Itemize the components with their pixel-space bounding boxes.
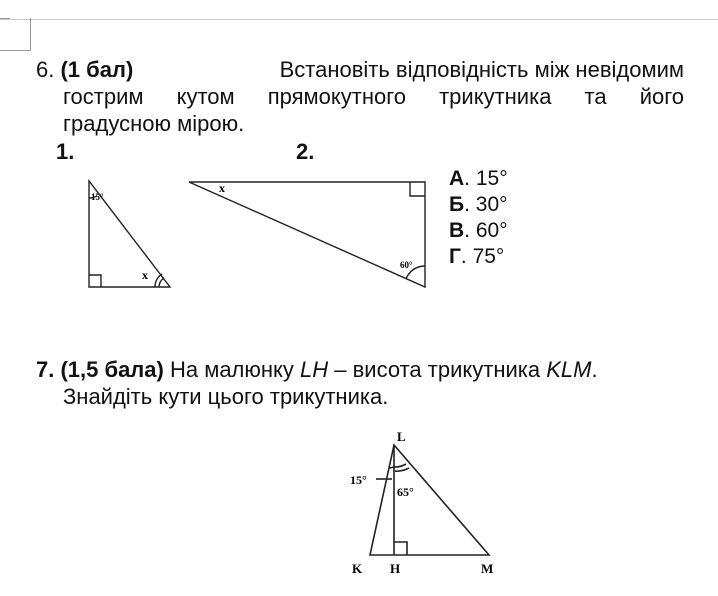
word: гострим xyxy=(63,84,144,109)
vertex-m-label: M xyxy=(481,561,494,576)
word: прямокутного xyxy=(267,84,407,109)
vertex-l-label: L xyxy=(397,429,406,444)
text: – висота трикутника xyxy=(328,357,547,382)
right-angle-mark xyxy=(394,542,407,555)
figure-2-angle-60: 60° xyxy=(400,260,413,270)
word: його xyxy=(639,84,684,109)
question-7 xyxy=(36,356,696,410)
figure-2-angle-x: x xyxy=(219,181,225,195)
option-letter: А xyxy=(449,167,465,190)
figure-2-label: 2. xyxy=(296,139,315,164)
segment-lh: LH xyxy=(300,357,329,382)
angle-arc xyxy=(159,278,164,287)
right-angle-mark xyxy=(410,182,425,196)
figure-1-angle-15: 15° xyxy=(91,192,104,202)
right-angle-mark xyxy=(89,275,101,287)
triangle-2-outline xyxy=(189,182,425,287)
word: та xyxy=(584,84,607,109)
question-7-line-1 xyxy=(36,356,696,383)
question-6-points: (1 бал) xyxy=(60,57,134,82)
option-value: . 30° xyxy=(464,193,508,216)
figure-1-label: 1. xyxy=(56,139,75,164)
option-letter: Б xyxy=(449,193,465,216)
text: На малюнку xyxy=(163,357,301,382)
text: . xyxy=(591,357,598,382)
figure-1-angle-x: x xyxy=(142,268,148,282)
question-6-line-1-text: Встановіть відповідність між невідомим xyxy=(279,57,684,82)
question-6-line-3: градусною мірою. xyxy=(63,111,245,136)
option-letter: Г xyxy=(449,245,461,268)
angle-arc xyxy=(394,468,409,471)
option-value: . 75° xyxy=(460,245,505,268)
angle-arc xyxy=(394,464,406,467)
vertex-h-label: H xyxy=(390,561,401,576)
angle-15-label: 15° xyxy=(350,473,367,487)
triangle-klm-outline xyxy=(370,445,489,555)
option-letter: В xyxy=(449,219,465,242)
option-value: . 15° xyxy=(464,167,508,190)
triangle-name: KLM xyxy=(546,357,592,382)
word: трикутника xyxy=(439,84,552,109)
figure-2-triangle xyxy=(189,182,425,287)
question-7-number-points: 7. (1,5 бала) xyxy=(36,357,164,382)
question-6-number: 6. xyxy=(36,57,55,82)
vertex-k-label: K xyxy=(352,561,363,576)
word: кутом xyxy=(176,84,235,109)
angle-65-label: 65° xyxy=(397,485,414,499)
angle-arc xyxy=(389,467,394,468)
figure-3-triangle-klm xyxy=(370,445,489,555)
option-value: . 60° xyxy=(464,219,508,242)
question-7-line-2: Знайдіть кути цього трикутника. xyxy=(63,384,389,409)
